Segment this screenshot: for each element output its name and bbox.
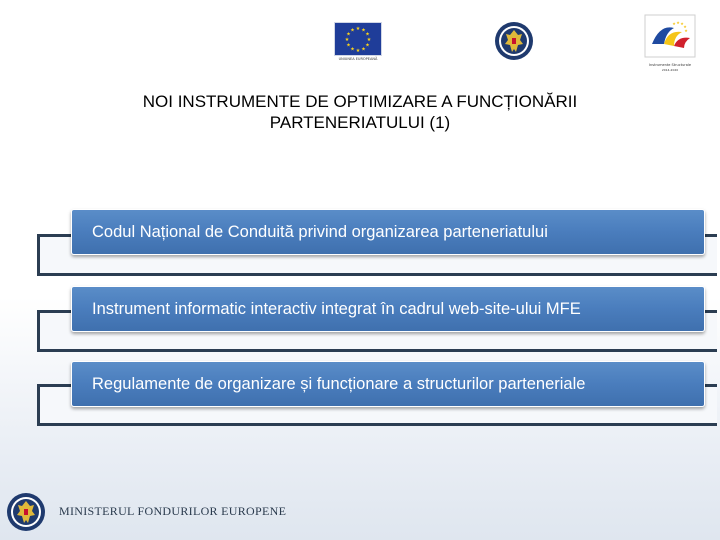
structural-instruments-logo-icon — [644, 14, 696, 58]
header-logos — [0, 0, 720, 90]
svg-text:★: ★ — [346, 31, 351, 38]
svg-text:★: ★ — [355, 26, 361, 32]
eu-caption: UNIUNEA EUROPEANĂ — [338, 57, 378, 61]
eu-logo — [334, 22, 382, 64]
list-item-regulations: Regulamente de organizare și funcționare a structurilor parteneriale — [71, 361, 705, 407]
svg-text:★: ★ — [350, 27, 355, 34]
title-line-2: PARTENERIATULUI (1) — [269, 113, 451, 132]
svg-text:★: ★ — [366, 37, 372, 43]
list-item-code-of-conduct: Codul Național de Conduită privind organizarea parteneriatului — [71, 209, 705, 255]
is-caption-line2: 2014-2020 — [661, 67, 679, 72]
is-caption-line1: Instrumente Structurale — [649, 63, 691, 67]
eu-flag-icon — [334, 22, 382, 56]
svg-text:★: ★ — [672, 21, 676, 26]
svg-text:★: ★ — [361, 27, 366, 34]
svg-text:★: ★ — [344, 37, 350, 43]
svg-text:★: ★ — [350, 46, 355, 53]
svg-text:★: ★ — [684, 28, 688, 33]
svg-text:★: ★ — [683, 24, 687, 29]
footer — [6, 490, 287, 534]
slide-title — [60, 91, 660, 133]
svg-text:★: ★ — [676, 20, 680, 25]
svg-text:★: ★ — [365, 31, 370, 38]
svg-text:★: ★ — [680, 21, 684, 26]
structural-instruments-caption — [644, 63, 696, 72]
svg-text:★: ★ — [361, 46, 366, 53]
romanian-government-emblem-icon — [494, 21, 534, 61]
svg-text:★: ★ — [346, 42, 351, 49]
svg-text:★: ★ — [355, 48, 361, 54]
structural-instruments-logo — [644, 14, 696, 74]
ministry-emblem-icon — [6, 492, 46, 532]
svg-text:★: ★ — [365, 42, 370, 49]
list-item-interactive-tool: Instrument informatic interactiv integrat în cadrul web-site-ului MFE — [71, 286, 705, 332]
ministry-name: MINISTERUL FONDURILOR EUROPENE — [59, 504, 287, 518]
title-line-1: NOI INSTRUMENTE DE OPTIMIZARE A FUNCȚIONĂRII — [142, 92, 578, 111]
